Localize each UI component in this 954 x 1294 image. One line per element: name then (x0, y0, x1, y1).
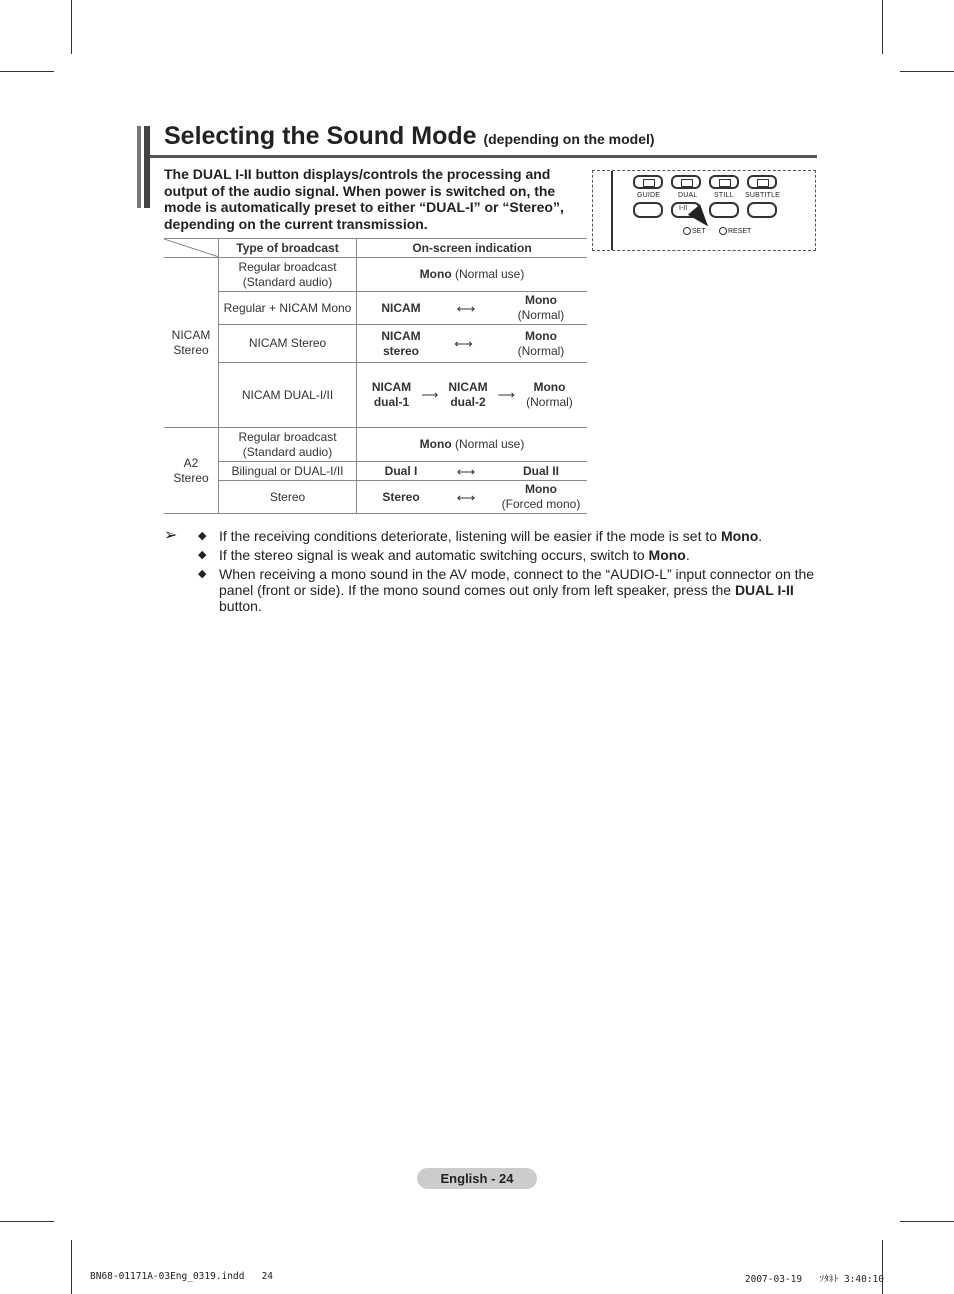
arrow-right-icon: ⟶ (497, 387, 515, 402)
reset-label-text: RESET (728, 227, 752, 235)
table-row (164, 292, 587, 325)
arrow-both-icon: ⟷ (456, 463, 476, 479)
row1-indication (357, 258, 588, 292)
crop-mark (900, 1221, 954, 1222)
page-title (164, 122, 655, 151)
slug-file-info: BN68-01171A-03Eng_0319.indd 24 (90, 1271, 274, 1282)
table-header-row (164, 239, 587, 258)
crop-mark (0, 71, 54, 72)
row7-b-bold: Mono (524, 482, 557, 496)
crop-mark (71, 1240, 72, 1294)
table-row (164, 325, 587, 363)
bullet-diamond-icon: ◆ (198, 530, 207, 542)
note-3-text: When receiving a mono sound in the AV mode, connect to the “AUDIO-L” input connector on the panel (front or side). If the mono sound comes out only from left speaker, press the (219, 566, 815, 598)
row7-b-rest: (Forced mono) (501, 497, 581, 511)
arrow-both-icon: ⟷ (456, 489, 476, 505)
group-a2 (164, 428, 219, 514)
remote-label-dual: DUAL (678, 192, 698, 199)
row4-a: NICAM dual-1 (371, 380, 412, 409)
intro-paragraph: The DUAL I-II button displays/controls the processing and output of the audio signal. When power is switched on, the mode is automatically preset to either “DUAL-I” or “Stereo”, depending on the current transmission. (164, 166, 564, 232)
row4-type: NICAM DUAL-I/II (219, 363, 357, 428)
header-indication: On-screen indication (357, 239, 588, 258)
note-2-post: . (685, 547, 690, 563)
remote-label-still: STILL (714, 192, 734, 199)
reset-dot-icon (719, 227, 727, 235)
row2-type: Regular + NICAM Mono (219, 292, 357, 325)
note-3-bold: DUAL I-II (734, 582, 794, 598)
subtitle-lower-button-icon (747, 202, 777, 218)
row1-type-text: Regular broadcast (Standard audio) (238, 259, 337, 289)
row1-ind-bold: Mono (419, 267, 452, 281)
guide-button-icon (633, 175, 663, 189)
crop-mark (71, 0, 72, 54)
reset-label (719, 227, 751, 235)
bullet-diamond-icon: ◆ (198, 549, 207, 561)
title-accent-bar (144, 126, 150, 208)
row1-ind-rest: (Normal use) (451, 267, 525, 281)
table-row (164, 363, 587, 428)
note-1-post: . (758, 528, 763, 544)
crop-mark (900, 71, 954, 72)
row5-type-text: Regular broadcast (Standard audio) (238, 429, 337, 459)
row6-indication (357, 462, 588, 481)
note-arrow-icon: ➢ (164, 527, 178, 544)
row5-type (219, 428, 357, 462)
notes-section (164, 528, 824, 617)
crop-mark (0, 1221, 54, 1222)
table-row (164, 481, 587, 514)
row2-b-rest: (Normal) (517, 308, 565, 322)
row3-indication (357, 325, 588, 363)
row1-type (219, 258, 357, 292)
note-1-text: If the receiving conditions deteriorate, listening will be easier if the mode is set to (219, 528, 721, 544)
arrow-right-icon: ⟶ (421, 387, 439, 402)
dual-button-icon (671, 175, 701, 189)
crop-mark (882, 1240, 883, 1294)
row5-ind-rest: (Normal use) (451, 437, 525, 451)
row6-type: Bilingual or DUAL-I/II (219, 462, 357, 481)
title-rule (150, 155, 817, 158)
note-item (164, 566, 824, 614)
page-number-badge: English - 24 (417, 1168, 537, 1189)
remote-edge (611, 171, 613, 250)
row4-indication (357, 363, 588, 428)
note-3-post: button. (219, 598, 262, 614)
row3-type: NICAM Stereo (219, 325, 357, 363)
group-nicam-label: NICAM Stereo (171, 327, 211, 357)
title-accent-bar (137, 126, 141, 208)
group-a2-label: A2 Stereo (173, 455, 209, 485)
crop-mark (882, 0, 883, 54)
subtitle-button-icon (747, 175, 777, 189)
row4-b: NICAM dual-2 (448, 380, 488, 409)
row5-indication (357, 428, 588, 462)
row7-type: Stereo (219, 481, 357, 514)
diagonal-line (164, 239, 219, 257)
row4-c-bold: Mono (533, 380, 566, 394)
note-item (164, 547, 824, 563)
remote-label-subtitle: SUBTITLE (745, 192, 781, 199)
row3-b-rest: (Normal) (517, 343, 565, 358)
set-dot-icon (683, 227, 691, 235)
row7-indication (357, 481, 588, 514)
row2-b-bold: Mono (524, 293, 557, 307)
note-item (164, 528, 824, 544)
remote-illustration (592, 170, 816, 251)
row3-a: NICAM stereo (381, 328, 421, 358)
row2-indication (357, 292, 588, 325)
table-row (164, 428, 587, 462)
row2-a: NICAM (381, 300, 421, 315)
slug-timestamp: 2007-03-19 ｿﾀﾈﾄ 3:40:10 (744, 1274, 884, 1285)
row3-b-bold: Mono (524, 328, 557, 343)
row3-b (501, 329, 581, 359)
dual-i-ii-label: I-II (679, 205, 688, 212)
row7-a: Stereo (382, 489, 420, 504)
row4-c-rest: (Normal) (526, 395, 573, 409)
guide-lower-button-icon (633, 202, 663, 218)
note-2-text: If the stereo signal is weak and automatic switching occurs, switch to (219, 547, 649, 563)
still-button-icon (709, 175, 739, 189)
group-nicam (164, 258, 219, 428)
arrow-both-icon: ⟷ (456, 300, 476, 316)
header-type: Type of broadcast (219, 239, 357, 258)
note-1-bold: Mono (720, 528, 759, 544)
title-main: Selecting the Sound Mode (164, 122, 477, 150)
table-corner (164, 239, 219, 258)
row7-b (501, 482, 581, 512)
row5-ind-bold: Mono (419, 437, 452, 451)
broadcast-table (164, 238, 587, 514)
still-lower-button-icon (709, 202, 739, 218)
row4-c (522, 380, 577, 410)
table-row (164, 258, 587, 292)
row2-b (501, 293, 581, 323)
title-sub: (depending on the model) (483, 131, 655, 147)
table-row (164, 462, 587, 481)
remote-label-guide: GUIDE (637, 192, 661, 199)
note-2-bold: Mono (648, 547, 686, 563)
row6-b: Dual II (522, 463, 559, 478)
set-label-text: SET (692, 227, 706, 235)
row6-a: Dual I (384, 463, 418, 478)
arrow-both-icon: ⟷ (454, 336, 473, 351)
bullet-diamond-icon: ◆ (198, 568, 207, 580)
